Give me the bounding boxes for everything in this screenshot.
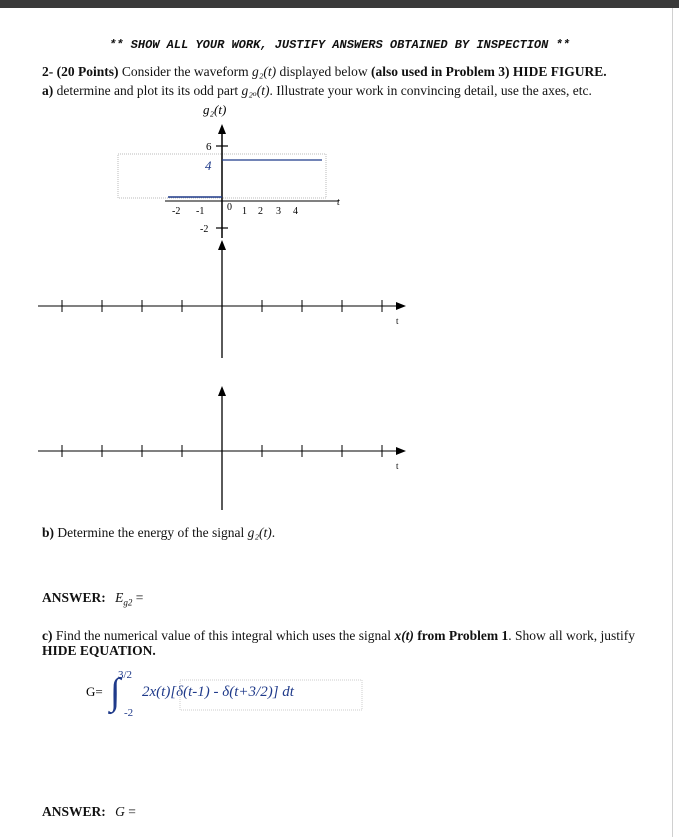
plot1-axis-label: t xyxy=(396,316,399,326)
part-c-text2: . Show all work, justify xyxy=(508,628,636,643)
problem-signal: g₂(t) xyxy=(251,64,277,79)
problem-points: (20 Points) xyxy=(56,64,119,79)
part-b-statement xyxy=(42,525,275,541)
answer-c-eq: = xyxy=(124,804,136,819)
problem-after-signal: displayed below xyxy=(279,64,368,79)
problem-also-used: (also used in Problem 3) xyxy=(371,64,510,79)
x-tick-label: 4 xyxy=(293,206,298,217)
graph1-x-axis-label: t xyxy=(337,197,340,208)
integral-body: 2x(t)[δ(t-1) - δ(t+3/2)] dt xyxy=(142,684,294,700)
part-a-text2: . Illustrate your work in convincing detail, use the axes, etc. xyxy=(269,83,592,98)
x-tick-label: 3 xyxy=(276,206,281,217)
part-c-text1: Find the numerical value of this integral which uses the signal xyxy=(55,628,392,643)
plot2-axis-label: t xyxy=(396,461,399,471)
part-c-statement xyxy=(42,628,635,644)
part-a-text1: determine and plot its its odd part xyxy=(56,83,239,98)
plot2-y-arrow-icon xyxy=(218,386,226,396)
part-c-line2: HIDE EQUATION. xyxy=(42,643,156,658)
answer-b-label: ANSWER: xyxy=(42,590,106,605)
integral-lhs: G= xyxy=(86,684,103,699)
problem-hide-figure: HIDE FIGURE. xyxy=(512,64,607,79)
part-c-signal: x(t) xyxy=(394,628,414,643)
x-tick-label: -2 xyxy=(172,206,181,217)
part-b-end: . xyxy=(271,525,276,540)
problem-number: 2- xyxy=(42,64,54,79)
integral-sign-icon: ∫ xyxy=(110,671,121,713)
answer-b-expr: E xyxy=(115,590,124,605)
part-c-label: c) xyxy=(42,628,53,643)
part-b-signal: g₂(t) xyxy=(247,525,272,540)
part-b-text: Determine the energy of the signal xyxy=(57,525,245,540)
answer-c-expr: G xyxy=(115,804,125,819)
page-header: ** SHOW ALL YOUR WORK, JUSTIFY ANSWERS OBTAINED BY INSPECTION ** xyxy=(109,38,570,52)
plot1-y-arrow-icon xyxy=(218,240,226,250)
graph1-x-tick-labels xyxy=(172,202,298,217)
x-tick-label: 1 xyxy=(242,206,247,217)
graph1-y-label-top: 6 xyxy=(206,141,212,153)
graph1-title: g₂(t) xyxy=(203,102,227,117)
plot2-x-arrow-icon xyxy=(396,447,406,455)
integral-lower-limit: -2 xyxy=(124,707,134,719)
x-tick-label: 2 xyxy=(258,206,263,217)
part-b-label: b) xyxy=(42,525,55,540)
answer-b-sub: g2 xyxy=(123,597,133,608)
part-a-odd-signal: g₂ₒ(t) xyxy=(241,83,270,98)
x-tick-label: -1 xyxy=(196,206,205,217)
answer-b xyxy=(42,590,143,608)
graph1-y-label-bottom: -2 xyxy=(200,224,209,235)
answer-c-label: ANSWER: xyxy=(42,804,106,819)
part-a-label: a) xyxy=(42,83,54,98)
part-c-from: from Problem 1 xyxy=(417,628,509,643)
x-tick-label: 0 xyxy=(227,202,232,213)
problem-intro: Consider the waveform xyxy=(121,64,249,79)
answer-c xyxy=(42,804,136,820)
plot1-x-arrow-icon xyxy=(396,302,406,310)
answer-b-eq: = xyxy=(132,590,144,605)
integral-upper-limit: 3/2 xyxy=(118,669,133,681)
graph1-y-arrow-icon xyxy=(218,124,226,134)
graph1-handwritten-level: 4 xyxy=(205,158,212,173)
